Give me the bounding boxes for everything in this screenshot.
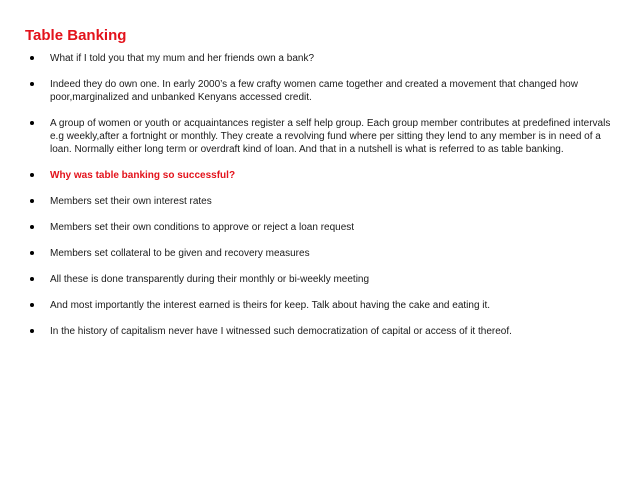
bullet-text: Members set their own interest rates [50,196,212,207]
bullet-item [25,52,625,65]
bullet-item [25,221,625,234]
bullet-text: What if I told you that my mum and her friends own a bank? [50,53,315,64]
bullet-item [25,78,625,104]
bullet-text-question: Why was table banking so successful? [50,170,236,181]
bullet-dot-icon [30,121,34,125]
bullet-text: Members set their own conditions to approve or reject a loan request [50,222,355,233]
bullet-text: And most importantly the interest earned is theirs for keep. Talk about having the cake and eating it. [50,300,491,311]
bullet-dot-icon [30,277,34,281]
bullet-dot-icon [30,225,34,229]
bullet-item [25,195,625,208]
bullet-item [25,247,625,260]
bullet-dot-icon [30,329,34,333]
bullet-item-highlight [25,169,625,182]
bullet-item [25,299,625,312]
bullet-dot-icon [30,173,34,177]
slide-title: Table Banking [25,27,127,44]
bullet-dot-icon [30,82,34,86]
bullet-dot-icon [30,251,34,255]
bullet-text: All these is done transparently during their monthly or bi-weekly meeting [50,274,370,285]
bullet-dot-icon [30,303,34,307]
bullet-item [25,117,625,156]
bullet-dot-icon [30,199,34,203]
bullet-dot-icon [30,56,34,60]
bullet-text: A group of women or youth or acquaintances register a self help group. Each group member contributes at predefined intervals e.g weekly,after a fortnight or monthly. They create a revolving fund where per sitting they lend to any member is in need of a loan. Normally either long term or overdraft kind of loan. And that in a nutshell is what is referred to as table banking. [50,118,611,155]
bullet-item [25,273,625,286]
bullet-item [25,325,625,338]
bullet-text: Indeed they do own one. In early 2000’s a few crafty women came together and created a movement that changed how poor,marginalized and unbanked Kenyans accessed credit. [50,79,578,103]
bullet-text: In the history of capitalism never have I witnessed such democratization of capital or access of it thereof. [50,326,512,337]
bullet-list [25,52,625,351]
bullet-text: Members set collateral to be given and recovery measures [50,248,310,259]
